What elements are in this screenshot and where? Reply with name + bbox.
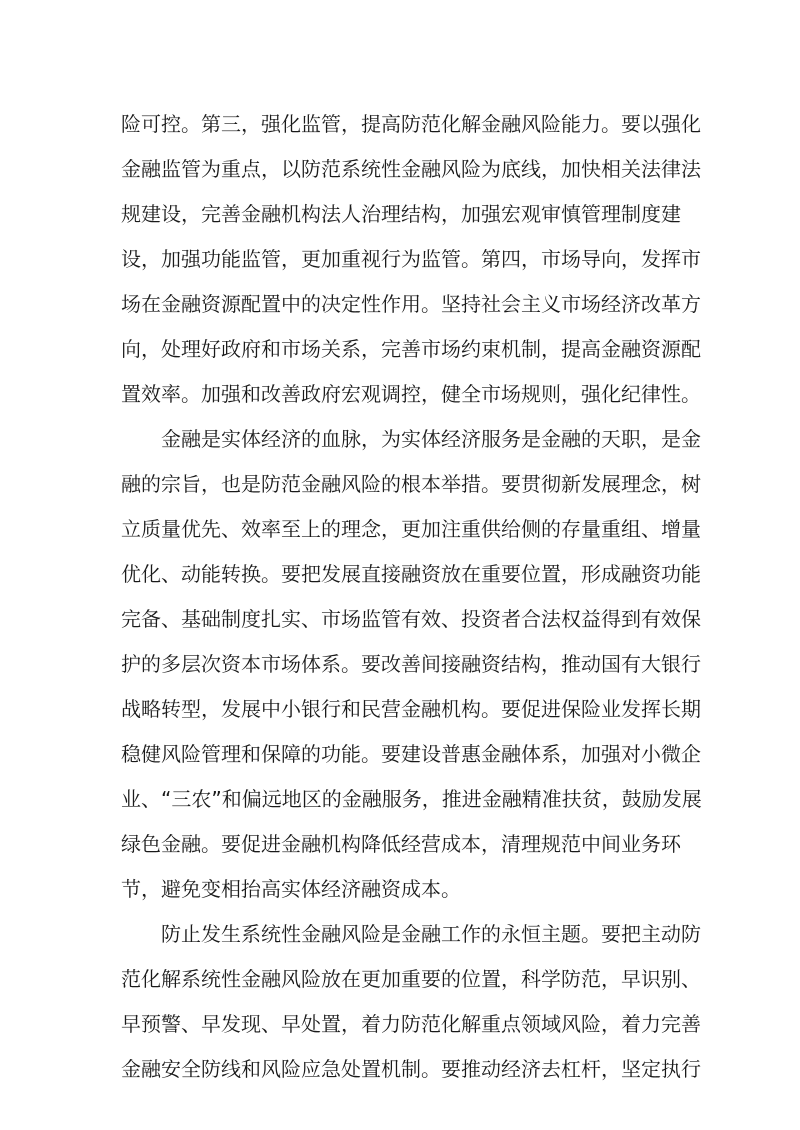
text-line: 战略转型，发展中小银行和民营金融机构。要促进保险业发挥长期 xyxy=(121,697,701,721)
text-line: 金融监管为重点，以防范系统性金融风险为底线，加快相关法律法 xyxy=(121,157,701,181)
text-line: 金融安全防线和风险应急处置机制。要推动经济去杠杆，坚定执行 xyxy=(121,1057,701,1081)
text-line: 护的多层次资本市场体系。要改善间接融资结构，推动国有大银行 xyxy=(121,652,701,676)
text-line: 险可控。第三，强化监管，提高防范化解金融风险能力。要以强化 xyxy=(121,112,701,136)
text-line: 范化解系统性金融风险放在更加重要的位置，科学防范，早识别、 xyxy=(121,967,701,991)
text-line: 早预警、早发现、早处置，着力防范化解重点领域风险，着力完善 xyxy=(121,1012,701,1036)
text-line: 节，避免变相抬高实体经济融资成本。 xyxy=(121,877,461,901)
text-line: 场在金融资源配置中的决定性作用。坚持社会主义市场经济改革方 xyxy=(121,292,701,316)
text-line: 向，处理好政府和市场关系，完善市场约束机制，提高金融资源配 xyxy=(121,337,701,361)
paragraph-first-line: 防止发生系统性金融风险是金融工作的永恒主题。要把主动防 xyxy=(161,922,701,946)
text-line: 业、“三农”和偏远地区的金融服务，推进金融精准扶贫，鼓励发展 xyxy=(121,787,702,811)
text-line: 置效率。加强和改善政府宏观调控，健全市场规则，强化纪律性。 xyxy=(121,382,701,406)
text-line: 融的宗旨，也是防范金融风险的根本举措。要贯彻新发展理念，树 xyxy=(121,472,701,496)
text-line: 绿色金融。要促进金融机构降低经营成本，清理规范中间业务环 xyxy=(121,832,681,856)
text-line: 立质量优先、效率至上的理念，更加注重供给侧的存量重组、增量 xyxy=(121,517,701,541)
text-line: 规建设，完善金融机构法人治理结构，加强宏观审慎管理制度建 xyxy=(121,202,681,226)
text-line: 完备、基础制度扎实、市场监管有效、投资者合法权益得到有效保 xyxy=(121,607,701,631)
paragraph-first-line: 金融是实体经济的血脉，为实体经济服务是金融的天职，是金 xyxy=(161,427,701,451)
text-line: 设，加强功能监管，更加重视行为监管。第四，市场导向，发挥市 xyxy=(121,247,701,271)
text-line: 稳健风险管理和保障的功能。要建设普惠金融体系，加强对小微企 xyxy=(121,742,701,766)
text-line: 优化、动能转换。要把发展直接融资放在重要位置，形成融资功能 xyxy=(121,562,701,586)
